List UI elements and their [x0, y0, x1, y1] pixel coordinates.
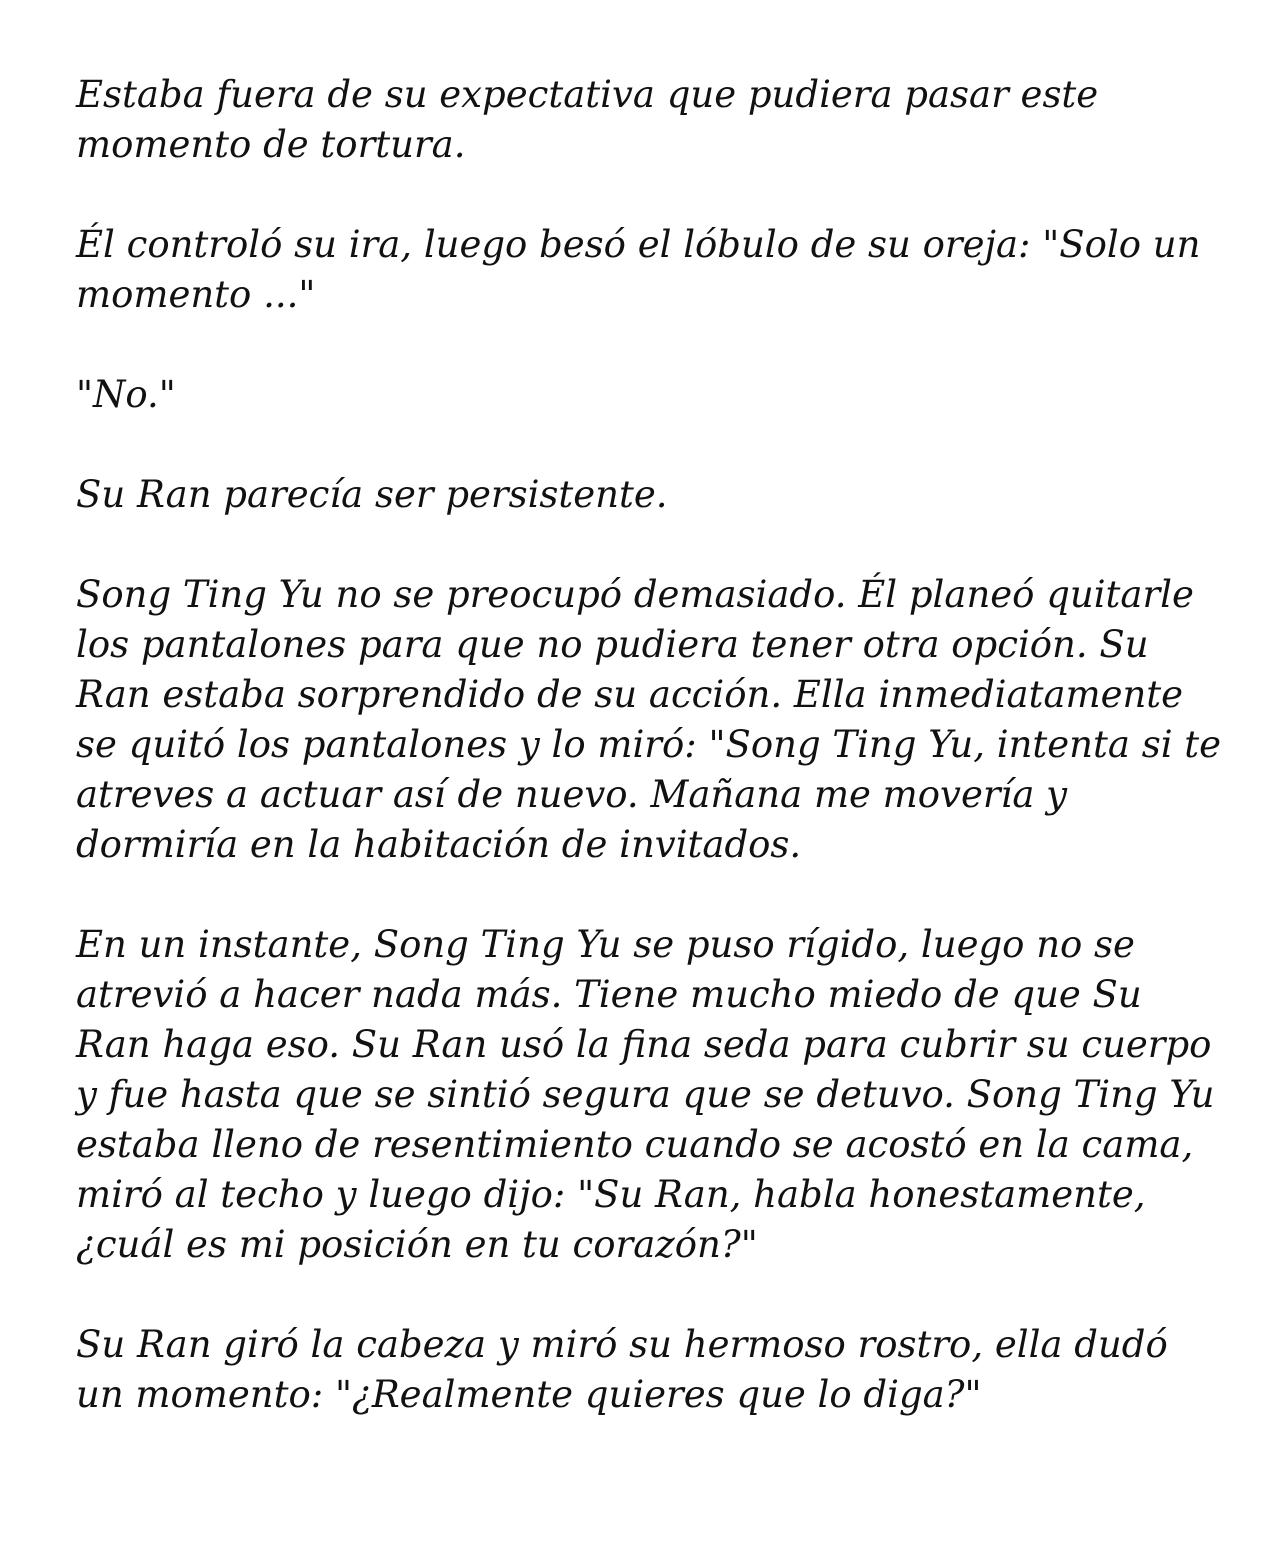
paragraph-4: Su Ran parecía ser persistente. [76, 473, 668, 516]
paragraph-1: Estaba fuera de su expectativa que pudiera pasar este momento de tortura. [76, 73, 1099, 166]
paragraph-5: Song Ting Yu no se preocupó demasiado. Él planeó quitarle los pantalones para que no pudiera tener otra opción. Su Ran estaba sorprendido de su acción. Ella inmediatamente se quitó los pantalones y lo miró: "Song Ting Yu, intenta si te atreves a actuar así de nuevo. Mañana me movería y dormiría en la habitación de invitados. [76, 573, 1222, 866]
paragraph-2: Él controló su ira, luego besó el lóbulo de su oreja: "Solo un momento ..." [76, 223, 1201, 316]
paragraph-3: "No." [76, 373, 176, 416]
paragraph-7: Su Ran giró la cabeza y miró su hermoso rostro, ella dudó un momento: "¿Realmente quieres que lo diga?" [76, 1323, 1168, 1416]
paragraph-6: En un instante, Song Ting Yu se puso rígido, luego no se atrevió a hacer nada más. Tiene mucho miedo de que Su Ran haga eso. Su Ran usó la fina seda para cubrir su cuerpo y fue hasta que se sintió segura que se detuvo. Song Ting Yu estaba lleno de resentimiento cuando se acostó en la cama, miró al techo y luego dijo: "Su Ran, habla honestamente, ¿cuál es mi posición en tu corazón?" [76, 923, 1215, 1266]
document-page [76, 70, 1226, 1420]
